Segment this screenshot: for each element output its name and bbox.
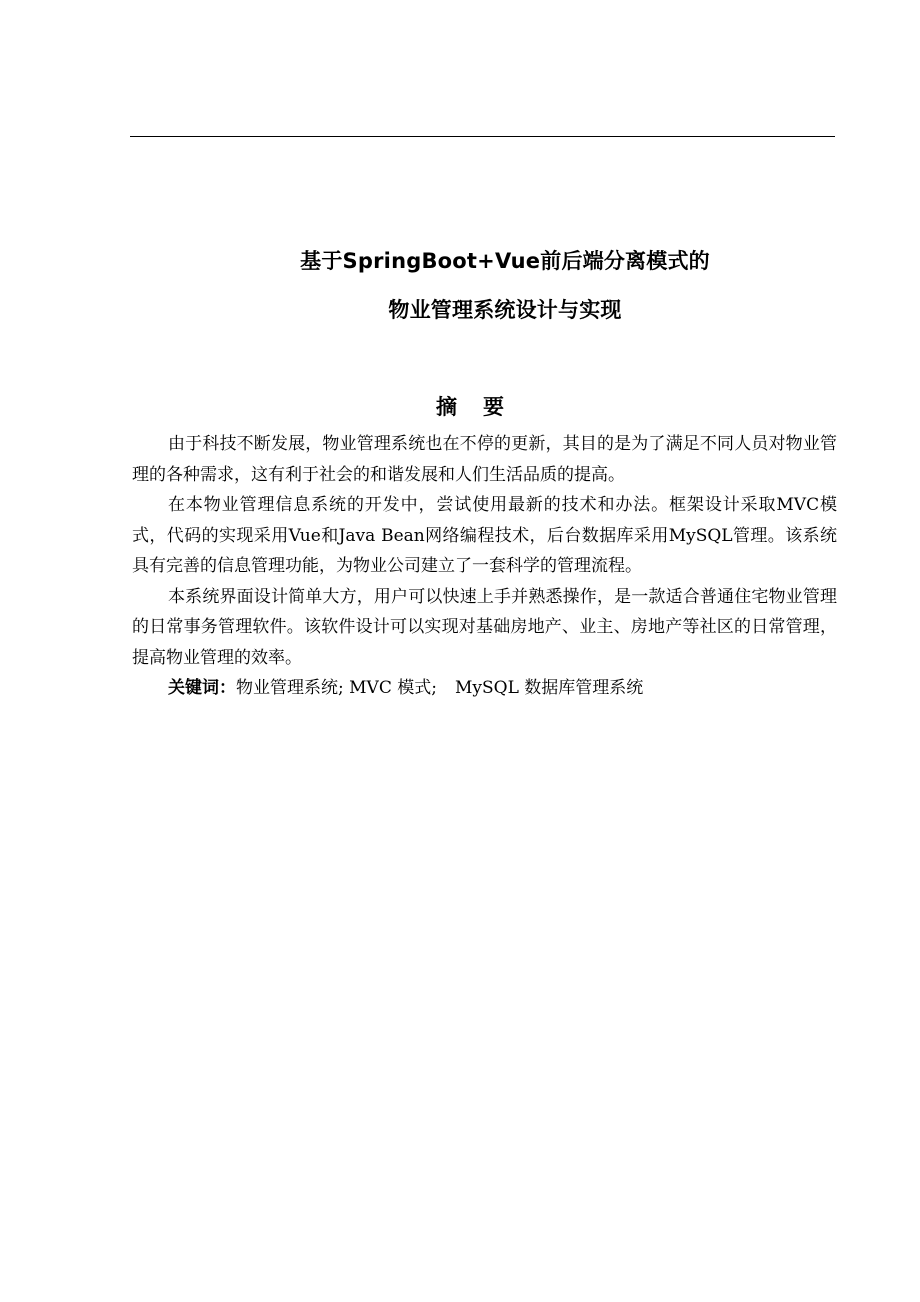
abstract-heading: 摘要 [436, 395, 530, 419]
abstract-body [132, 429, 837, 704]
title-line-1: 基于SpringBoot+Vue前后端分离模式的 [300, 249, 710, 273]
title-line-2: 物业管理系统设计与实现 [388, 298, 622, 322]
abstract-paragraph-2: 在本物业管理信息系统的开发中，尝试使用最新的技术和办法。框架设计采取MVC模式，代码的实现采用Vue和Java Bean网络编程技术，后台数据库采用MySQL管理。该系统具有完善的信息管理功能，为物业公司建立了一套科学的管理流程。 [132, 495, 837, 576]
keywords-line [132, 673, 837, 704]
abstract-paragraph-1: 由于科技不断发展，物业管理系统也在不停的更新，其目的是为了满足不同人员对物业管理的各种需求，这有利于社会的和谐发展和人们生活品质的提高。 [132, 434, 837, 485]
keyword-item-2: MySQL 数据库管理系统 [454, 678, 644, 698]
abstract-paragraph-3: 本系统界面设计简单大方，用户可以快速上手并熟悉操作，是一款适合普通住宅物业管理的日常事务管理软件。该软件设计可以实现对基础房地产、业主、房地产等社区的日常管理，提高物业管理的效率。 [132, 586, 837, 668]
header-rule [130, 136, 835, 137]
keyword-item-1: 物业管理系统; MVC 模式; [236, 678, 437, 698]
keywords-label: 关键词： [168, 678, 236, 698]
